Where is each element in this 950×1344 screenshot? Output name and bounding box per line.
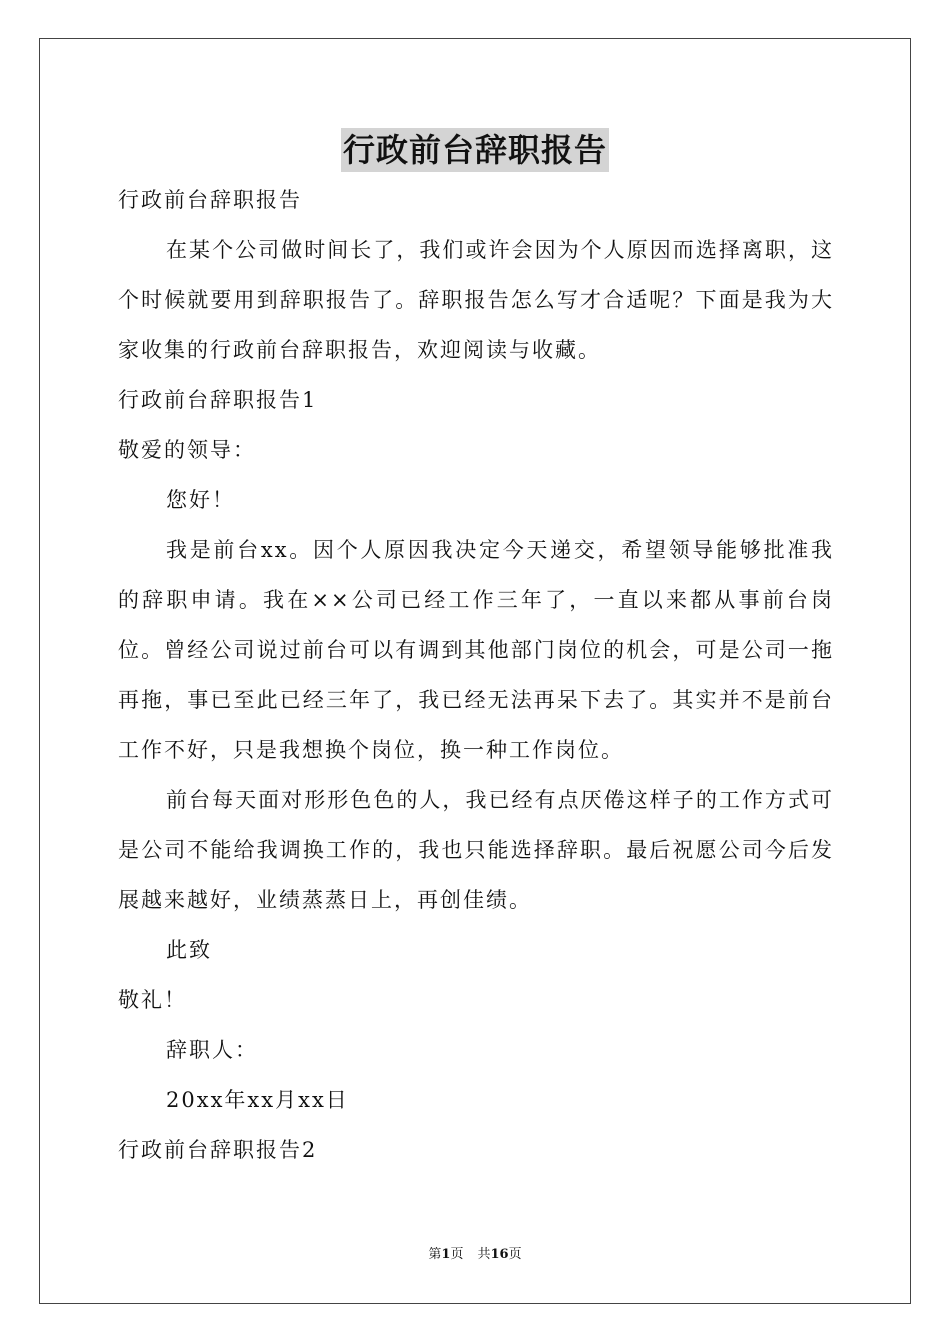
section-heading-1: 行政前台辞职报告1 bbox=[118, 388, 318, 412]
signature-label: 辞职人： bbox=[166, 1038, 258, 1062]
total-pages: 16 bbox=[490, 1247, 509, 1262]
intro-paragraph: 在某个公司做时间长了，我们或许会因为个人原因而选择离职，这个时候就要用到辞职报告了。辞职报告怎么写才合适呢？下面是我为大家收集的行政前台辞职报告，欢迎阅读与收藏。 bbox=[118, 238, 834, 362]
page-prefix: 第 bbox=[428, 1247, 442, 1262]
date-line: 20xx年xx月xx日 bbox=[166, 1088, 349, 1112]
subtitle-line: 行政前台辞职报告 bbox=[118, 188, 302, 212]
document-body bbox=[118, 175, 834, 1175]
greeting: 您好！ bbox=[166, 488, 235, 512]
body-paragraph-1: 我是前台xx。因个人原因我决定今天递交，希望领导能够批准我的辞职申请。我在××公司已经工作三年了，一直以来都从事前台岗位。曾经公司说过前台可以有调到其他部门岗位的机会，可是公司一拖再拖，事已至此已经三年了，我已经无法再呆下去了。其实并不是前台工作不好，只是我想换个岗位，换一种工作岗位。 bbox=[118, 538, 834, 762]
salutation: 敬爱的领导： bbox=[118, 438, 256, 462]
body-paragraph-2: 前台每天面对形形色色的人，我已经有点厌倦这样子的工作方式可是公司不能给我调换工作的，我也只能选择辞职。最后祝愿公司今后发展越来越好，业绩蒸蒸日上，再创佳绩。 bbox=[118, 788, 834, 912]
closing-salute: 敬礼！ bbox=[118, 988, 187, 1012]
total-suffix: 页 bbox=[508, 1247, 522, 1262]
page-number: 1 bbox=[441, 1247, 451, 1262]
total-prefix: 共 bbox=[477, 1247, 491, 1262]
closing-line: 此致 bbox=[166, 938, 212, 962]
page-suffix: 页 bbox=[450, 1247, 464, 1262]
page-footer bbox=[0, 1245, 950, 1265]
document-title: 行政前台辞职报告 bbox=[341, 128, 609, 172]
section-heading-2: 行政前台辞职报告2 bbox=[118, 1138, 318, 1162]
title-container bbox=[0, 128, 950, 172]
